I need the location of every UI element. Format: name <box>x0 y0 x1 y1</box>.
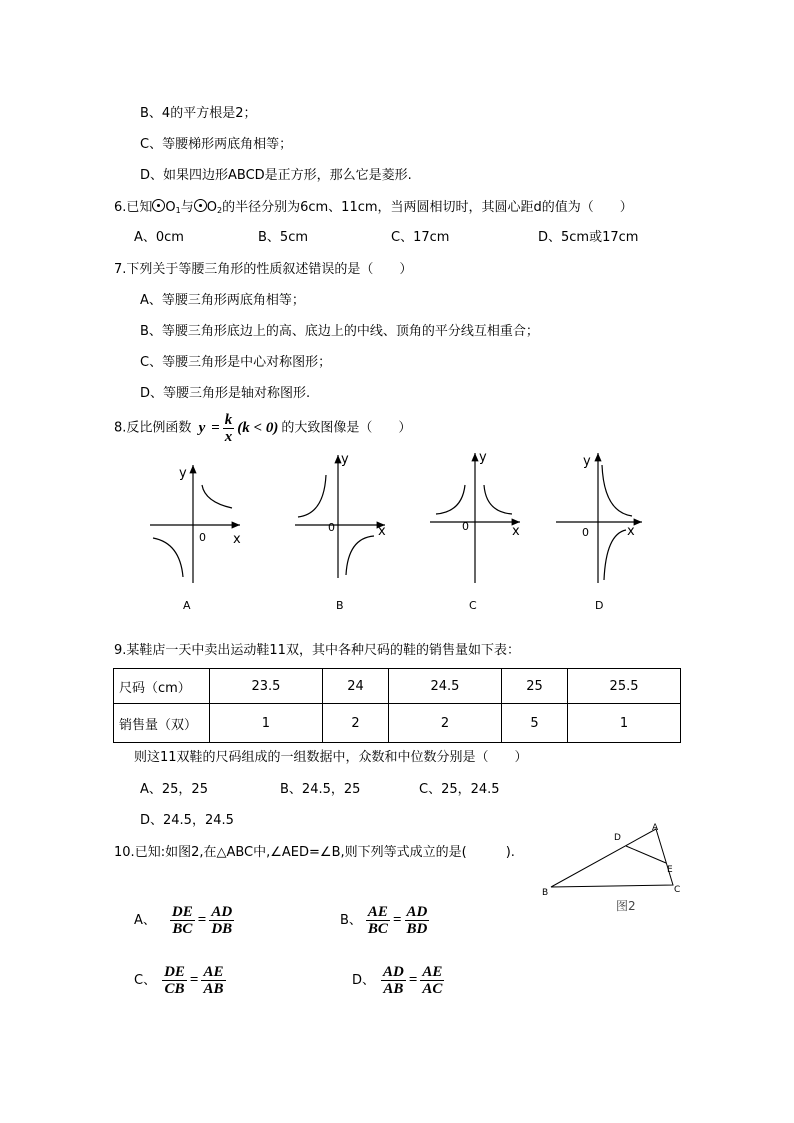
graph-b <box>295 455 385 578</box>
q10-option-a: A、 $\frac{DE}{BC}$ = $\frac{AD}{DB}$ <box>134 903 233 937</box>
q7-stem: 7.下列关于等腰三角形的性质叙述错误的是（ ） <box>114 262 413 277</box>
q6-option-c: C、17cm <box>391 230 450 245</box>
q8-graphs <box>0 450 794 620</box>
q10-option-c: C、 $\frac{DE}{CB}$ = $\frac{AE}{AB}$ <box>134 963 224 997</box>
graph-c <box>430 453 520 583</box>
graph-d <box>556 453 642 583</box>
q6-option-a: A、0cm <box>134 230 184 245</box>
circle-dot-icon <box>152 199 165 212</box>
q8-stem: 8.反比例函数 y = $\frac{k}{x}$ (k < 0) 的大致图像是（ ） <box>114 411 412 445</box>
q10-stem: 10.已知:如图2,在△ABC中,∠AED=∠B,则下列等式成立的是( ). <box>114 845 515 860</box>
q5-option-c: C、等腰梯形两底角相等； <box>140 137 293 152</box>
q6-option-d: D、5cm或17cm <box>538 230 639 245</box>
table-row: 尺码（cm） 23.5 24 24.5 25 25.5 <box>114 669 681 704</box>
graph-a-label: A <box>183 599 191 612</box>
q7-option-b: B、等腰三角形底边上的高、底边上的中线、顶角的平分线互相重合； <box>140 324 539 339</box>
circle-dot-icon <box>194 199 207 212</box>
q9-option-d: D、24.5，24.5 <box>140 813 234 828</box>
q5-option-b: B、4的平方根是2； <box>140 106 257 121</box>
q9-option-b: B、24.5，25 <box>280 782 361 797</box>
q10-option-b: B、 $\frac{AE}{BC}$ = $\frac{AD}{BD}$ <box>340 903 428 937</box>
table-row: 销售量（双） 1 2 2 5 1 <box>114 704 681 743</box>
q6-number: 6. <box>114 200 127 215</box>
figure-caption: 图2 <box>616 899 636 913</box>
graph-c-label: C <box>469 599 477 612</box>
q7-option-a: A、等腰三角形两底角相等； <box>140 293 305 308</box>
q9-option-a: A、25，25 <box>140 782 208 797</box>
q6-stem: 6.已知 $O_1$与 $O_2$的半径分别为6cm、11cm，当两圆相切时，其圆心距d的值为（ ） <box>114 200 633 215</box>
q10-option-d: D、 $\frac{AD}{AB}$ = $\frac{AE}{AC}$ <box>352 963 443 997</box>
graph-a <box>150 465 240 583</box>
graph-d-label: D <box>595 599 604 612</box>
graph-b-label: B <box>336 599 344 612</box>
q9-followup: 则这11双鞋的尺码组成的一组数据中，众数和中位数分别是（ ） <box>134 750 528 765</box>
q8-fraction: $\frac{k}{x}$ <box>224 411 233 445</box>
q7-option-c: C、等腰三角形是中心对称图形； <box>140 355 332 370</box>
q9-option-c: C、25，24.5 <box>419 782 500 797</box>
q7-option-d: D、等腰三角形是轴对称图形. <box>140 386 311 401</box>
q5-option-d: D、如果四边形ABCD是正方形，那么它是菱形. <box>140 168 412 183</box>
q9-stem: 9.某鞋店一天中卖出运动鞋11双，其中各种尺码的鞋的销售量如下表： <box>114 643 520 658</box>
q9-sales-table <box>113 668 681 743</box>
q6-option-b: B、5cm <box>258 230 309 245</box>
